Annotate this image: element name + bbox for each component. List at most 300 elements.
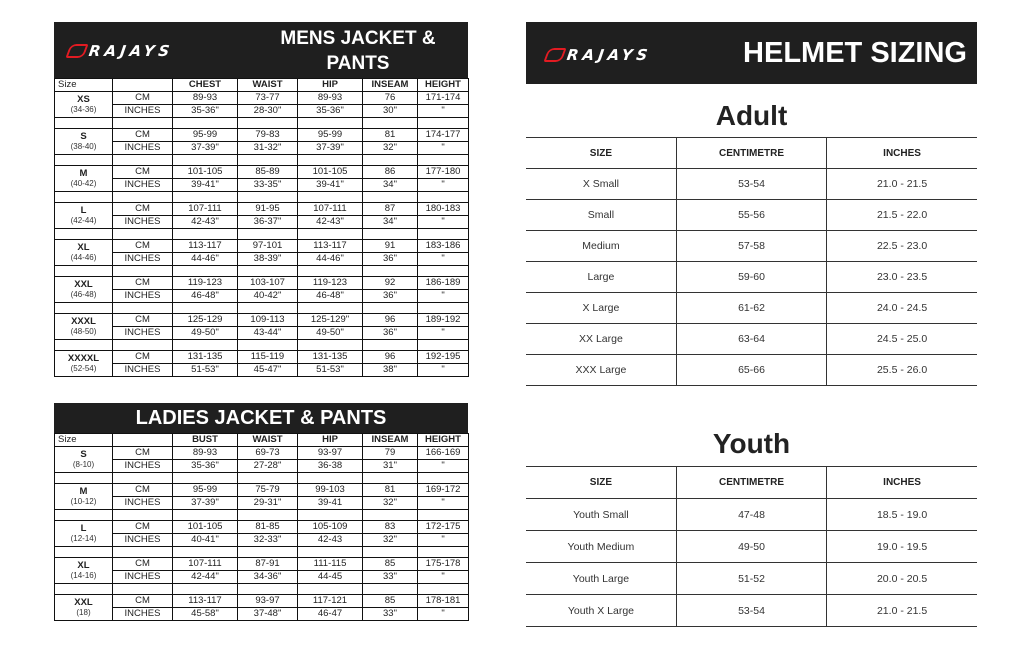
inch-value: 42-43"	[298, 216, 363, 229]
unit-label: INCHES	[113, 534, 173, 547]
inch-value: 32"	[363, 142, 418, 155]
unit-label: CM	[113, 203, 173, 216]
inch-value: 27-28"	[238, 460, 298, 473]
unit-label: INCHES	[113, 571, 173, 584]
cm-value: 103-107	[238, 277, 298, 290]
mens-title-line1: MENS JACKET &	[280, 28, 436, 49]
cm-value: 177-180	[418, 166, 469, 179]
cm-value: 125-129	[173, 314, 238, 327]
helmet-header-row	[526, 138, 977, 169]
table-row	[55, 290, 469, 303]
size-label	[55, 558, 113, 584]
cm-value: 115-119	[238, 351, 298, 364]
cm-value: 85	[363, 558, 418, 571]
column-header: CENTIMETRE	[676, 138, 826, 169]
inch-value: 29-31"	[238, 497, 298, 510]
inch-value: "	[418, 571, 469, 584]
inch-value: 32-33"	[238, 534, 298, 547]
table-row	[55, 327, 469, 340]
cm-value: 91	[363, 240, 418, 253]
unit-label: CM	[113, 521, 173, 534]
row-spacer	[55, 473, 469, 484]
centimetre-value: 53-54	[676, 595, 826, 627]
helmet-title: HELMET SIZING	[743, 37, 967, 69]
centimetre-value: 57-58	[676, 231, 826, 262]
cm-value: 81	[363, 484, 418, 497]
size-range: (44-46)	[70, 252, 97, 262]
helmet-size: Small	[526, 200, 676, 231]
helmet-size: Large	[526, 262, 676, 293]
cm-value: 174-177	[418, 129, 469, 142]
table-row	[526, 324, 977, 355]
unit-label: INCHES	[113, 497, 173, 510]
size-code: XXXL	[71, 315, 96, 327]
helmet-size: Youth Medium	[526, 531, 676, 563]
cm-value: 178-181	[418, 595, 469, 608]
inch-value: 33"	[363, 608, 418, 621]
cm-value: 73-77	[238, 92, 298, 105]
centimetre-value: 61-62	[676, 293, 826, 324]
size-code: S	[80, 130, 87, 142]
cm-value: 175-178	[418, 558, 469, 571]
inch-value: 42-43	[298, 534, 363, 547]
inches-value: 22.5 - 23.0	[827, 231, 977, 262]
ladies-title: LADIES JACKET & PANTS	[135, 407, 387, 429]
table-row	[526, 563, 977, 595]
inches-value: 24.5 - 25.0	[827, 324, 977, 355]
size-code: XL	[77, 241, 90, 253]
inch-value: 35-36"	[298, 105, 363, 118]
inch-value: 51-53"	[298, 364, 363, 377]
table-row	[55, 129, 469, 142]
size-label	[55, 240, 113, 266]
mens-panel	[54, 22, 468, 377]
cm-value: 107-111	[173, 203, 238, 216]
cm-value: 96	[363, 351, 418, 364]
brand-mark-icon	[543, 48, 566, 62]
size-code: M	[79, 485, 88, 497]
row-spacer	[55, 266, 469, 277]
cm-value: 119-123	[298, 277, 363, 290]
table-row	[55, 92, 469, 105]
unit-label: INCHES	[113, 216, 173, 229]
helmet-size: Medium	[526, 231, 676, 262]
cm-value: 79	[363, 447, 418, 460]
inch-value: 28-30"	[238, 105, 298, 118]
cm-value: 92	[363, 277, 418, 290]
size-range: (52-54)	[70, 363, 97, 373]
adult-helmet-table	[526, 137, 977, 386]
inch-value: 36"	[363, 327, 418, 340]
mens-title-line2: PANTS	[326, 53, 390, 74]
unit-label: INCHES	[113, 253, 173, 266]
cm-value: 180-183	[418, 203, 469, 216]
size-code: L	[80, 522, 87, 534]
inch-value: "	[418, 179, 469, 192]
cm-value: 169-172	[418, 484, 469, 497]
mens-header	[54, 22, 468, 78]
inch-value: 33-35"	[238, 179, 298, 192]
cm-value: 81-85	[238, 521, 298, 534]
size-label	[55, 129, 113, 155]
inches-value: 21.0 - 21.5	[827, 169, 977, 200]
cm-value: 166-169	[418, 447, 469, 460]
cm-value: 113-117	[298, 240, 363, 253]
table-row	[526, 293, 977, 324]
inches-value: 21.0 - 21.5	[827, 595, 977, 627]
cm-value: 113-117	[173, 595, 238, 608]
mens-title	[258, 26, 458, 76]
inch-value: 45-47"	[238, 364, 298, 377]
inches-value: 25.5 - 26.0	[827, 355, 977, 386]
column-header: HIP	[298, 434, 363, 447]
cm-value: 89-93	[173, 92, 238, 105]
size-code: L	[80, 204, 87, 216]
inch-value: 35-36"	[173, 105, 238, 118]
inch-value: 40-41"	[173, 534, 238, 547]
inch-value: 42-43"	[173, 216, 238, 229]
inch-value: 36"	[363, 253, 418, 266]
size-label	[55, 92, 113, 118]
cm-value: 186-189	[418, 277, 469, 290]
inch-value: 34"	[363, 179, 418, 192]
size-range: (12-14)	[70, 533, 97, 543]
helmet-header-row	[526, 467, 977, 499]
cm-value: 119-123	[173, 277, 238, 290]
column-header: HIP	[298, 79, 363, 92]
inches-value: 19.0 - 19.5	[827, 531, 977, 563]
column-header	[113, 79, 173, 92]
inch-value: "	[418, 534, 469, 547]
youth-title: Youth	[712, 428, 791, 459]
helmet-size: Youth Small	[526, 499, 676, 531]
size-range: (48-50)	[70, 326, 97, 336]
unit-label: INCHES	[113, 460, 173, 473]
rajays-logo-helmet	[546, 46, 651, 64]
inch-value: 37-39"	[173, 497, 238, 510]
inch-value: 36-37"	[238, 216, 298, 229]
cm-value: 95-99	[173, 129, 238, 142]
inch-value: "	[418, 253, 469, 266]
cm-value: 109-113	[238, 314, 298, 327]
table-row	[526, 262, 977, 293]
table-row	[526, 169, 977, 200]
cm-value: 79-83	[238, 129, 298, 142]
cm-value: 99-103	[298, 484, 363, 497]
table-row	[55, 447, 469, 460]
cm-value: 93-97	[298, 447, 363, 460]
size-code: M	[79, 167, 88, 179]
inch-value: "	[418, 497, 469, 510]
row-spacer	[55, 303, 469, 314]
inch-value: 44-45	[298, 571, 363, 584]
cm-value: 131-135	[173, 351, 238, 364]
inch-value: "	[418, 327, 469, 340]
cm-value: 76	[363, 92, 418, 105]
helmet-header	[526, 22, 977, 84]
cm-value: 96	[363, 314, 418, 327]
unit-label: CM	[113, 314, 173, 327]
size-code: XL	[77, 559, 90, 571]
brand-mark-icon	[65, 44, 88, 58]
cm-value: 117-121	[298, 595, 363, 608]
unit-label: CM	[113, 240, 173, 253]
size-range: (34-36)	[70, 104, 97, 114]
unit-label: INCHES	[113, 105, 173, 118]
centimetre-value: 51-52	[676, 563, 826, 595]
cm-value: 95-99	[298, 129, 363, 142]
inch-value: 36-38	[298, 460, 363, 473]
inch-value: "	[418, 105, 469, 118]
size-label	[55, 447, 113, 473]
inch-value: "	[418, 216, 469, 229]
inch-value: 31-32"	[238, 142, 298, 155]
row-spacer	[55, 229, 469, 240]
helmet-size: Youth X Large	[526, 595, 676, 627]
cm-value: 85-89	[238, 166, 298, 179]
unit-label: INCHES	[113, 327, 173, 340]
cm-value: 97-101	[238, 240, 298, 253]
inch-value: 35-36"	[173, 460, 238, 473]
size-label	[55, 351, 113, 377]
inches-value: 24.0 - 24.5	[827, 293, 977, 324]
inch-value: 31"	[363, 460, 418, 473]
inch-value: 46-48"	[298, 290, 363, 303]
cm-value: 75-79	[238, 484, 298, 497]
inch-value: "	[418, 608, 469, 621]
inch-value: 39-41"	[298, 179, 363, 192]
inch-value: "	[418, 290, 469, 303]
inch-value: 51-53"	[173, 364, 238, 377]
helmet-size: Youth Large	[526, 563, 676, 595]
unit-label: INCHES	[113, 179, 173, 192]
cm-value: 107-111	[298, 203, 363, 216]
size-label	[55, 595, 113, 621]
table-row	[526, 200, 977, 231]
cm-value: 89-93	[298, 92, 363, 105]
size-label	[55, 314, 113, 340]
unit-label: INCHES	[113, 142, 173, 155]
inch-value: 37-39"	[298, 142, 363, 155]
unit-label: INCHES	[113, 364, 173, 377]
inch-value: 37-39"	[173, 142, 238, 155]
size-range: (8-10)	[72, 459, 95, 469]
table-row	[55, 558, 469, 571]
row-spacer	[55, 118, 469, 129]
table-row	[55, 460, 469, 473]
inch-value: "	[418, 460, 469, 473]
inch-value: 43-44"	[238, 327, 298, 340]
inch-value: 45-58"	[173, 608, 238, 621]
cm-value: 192-195	[418, 351, 469, 364]
cm-value: 101-105	[298, 166, 363, 179]
helmet-size: XXX Large	[526, 355, 676, 386]
unit-label: CM	[113, 351, 173, 364]
ladies-header-row	[55, 434, 469, 447]
table-row	[526, 595, 977, 627]
unit-label: CM	[113, 595, 173, 608]
cm-value: 69-73	[238, 447, 298, 460]
size-range: (46-48)	[70, 289, 97, 299]
inch-value: 42-44"	[173, 571, 238, 584]
inch-value: 46-47	[298, 608, 363, 621]
column-header: HEIGHT	[418, 434, 469, 447]
cm-value: 125-129"	[298, 314, 363, 327]
table-row	[55, 166, 469, 179]
cm-value: 83	[363, 521, 418, 534]
cm-value: 101-105	[173, 521, 238, 534]
size-label	[55, 521, 113, 547]
table-row	[55, 277, 469, 290]
size-label	[55, 203, 113, 229]
size-range: (18)	[76, 607, 91, 617]
column-header: Size	[55, 79, 113, 92]
table-row	[55, 216, 469, 229]
centimetre-value: 47-48	[676, 499, 826, 531]
cm-value: 183-186	[418, 240, 469, 253]
table-row	[55, 142, 469, 155]
size-range: (38-40)	[70, 141, 97, 151]
size-label	[55, 484, 113, 510]
column-header: SIZE	[526, 467, 676, 499]
table-row	[55, 608, 469, 621]
adult-title: Adult	[715, 100, 788, 131]
inch-value: 49-50"	[173, 327, 238, 340]
column-header: BUST	[173, 434, 238, 447]
table-row	[526, 355, 977, 386]
inch-value: 33"	[363, 571, 418, 584]
inch-value: 46-48"	[173, 290, 238, 303]
inch-value: 30"	[363, 105, 418, 118]
inch-value: 32"	[363, 497, 418, 510]
column-header: INCHES	[827, 138, 977, 169]
table-row	[55, 484, 469, 497]
cm-value: 86	[363, 166, 418, 179]
size-code: XXL	[74, 596, 93, 608]
brand-name: RAJAYS	[565, 46, 653, 64]
inch-value: 38-39"	[238, 253, 298, 266]
table-row	[55, 240, 469, 253]
inch-value: 36"	[363, 290, 418, 303]
inch-value: 39-41	[298, 497, 363, 510]
size-code: S	[80, 448, 87, 460]
row-spacer	[55, 584, 469, 595]
row-spacer	[55, 340, 469, 351]
column-header: INSEAM	[363, 79, 418, 92]
youth-helmet-table	[526, 466, 977, 627]
table-row	[55, 351, 469, 364]
helmet-panel	[526, 22, 977, 84]
column-header: WAIST	[238, 79, 298, 92]
table-row	[55, 253, 469, 266]
cm-value: 95-99	[173, 484, 238, 497]
table-row	[55, 534, 469, 547]
cm-value: 113-117	[173, 240, 238, 253]
size-range: (10-12)	[70, 496, 97, 506]
cm-value: 111-115	[298, 558, 363, 571]
inch-value: 40-42"	[238, 290, 298, 303]
inch-value: 49-50"	[298, 327, 363, 340]
mens-header-row	[55, 79, 469, 92]
column-header: CHEST	[173, 79, 238, 92]
table-row	[526, 231, 977, 262]
helmet-size: XX Large	[526, 324, 676, 355]
cm-value: 81	[363, 129, 418, 142]
rajays-logo	[68, 42, 173, 60]
inches-value: 23.0 - 23.5	[827, 262, 977, 293]
column-header: CENTIMETRE	[676, 467, 826, 499]
centimetre-value: 53-54	[676, 169, 826, 200]
cm-value: 172-175	[418, 521, 469, 534]
cm-value: 171-174	[418, 92, 469, 105]
column-header: INCHES	[827, 467, 977, 499]
inches-value: 18.5 - 19.0	[827, 499, 977, 531]
unit-label: CM	[113, 129, 173, 142]
centimetre-value: 63-64	[676, 324, 826, 355]
row-spacer	[55, 510, 469, 521]
cm-value: 107-111	[173, 558, 238, 571]
cm-value: 91-95	[238, 203, 298, 216]
cm-value: 89-93	[173, 447, 238, 460]
centimetre-value: 65-66	[676, 355, 826, 386]
inch-value: 34"	[363, 216, 418, 229]
helmet-size: X Large	[526, 293, 676, 324]
size-code: XXXXL	[67, 352, 100, 364]
ladies-header	[54, 403, 468, 433]
table-row	[526, 499, 977, 531]
inch-value: 44-46"	[298, 253, 363, 266]
cm-value: 105-109	[298, 521, 363, 534]
size-code: XS	[77, 93, 90, 105]
helmet-size: X Small	[526, 169, 676, 200]
centimetre-value: 49-50	[676, 531, 826, 563]
table-row	[55, 364, 469, 377]
inch-value: "	[418, 142, 469, 155]
unit-label: CM	[113, 447, 173, 460]
table-row	[55, 105, 469, 118]
unit-label: INCHES	[113, 290, 173, 303]
column-header: WAIST	[238, 434, 298, 447]
inch-value: 39-41"	[173, 179, 238, 192]
ladies-size-table	[54, 433, 469, 621]
size-range: (40-42)	[70, 178, 97, 188]
inch-value: 34-36"	[238, 571, 298, 584]
cm-value: 85	[363, 595, 418, 608]
brand-name: RAJAYS	[87, 42, 175, 60]
unit-label: CM	[113, 558, 173, 571]
cm-value: 101-105	[173, 166, 238, 179]
inch-value: 37-48"	[238, 608, 298, 621]
inches-value: 21.5 - 22.0	[827, 200, 977, 231]
column-header: SIZE	[526, 138, 676, 169]
row-spacer	[55, 155, 469, 166]
inch-value: 38"	[363, 364, 418, 377]
unit-label: CM	[113, 277, 173, 290]
table-row	[55, 179, 469, 192]
size-label	[55, 277, 113, 303]
ladies-panel	[54, 403, 468, 621]
column-header	[113, 434, 173, 447]
table-row	[55, 203, 469, 216]
table-row	[55, 521, 469, 534]
size-code: XXL	[74, 278, 93, 290]
size-range: (14-16)	[70, 570, 97, 580]
column-header: INSEAM	[363, 434, 418, 447]
unit-label: CM	[113, 92, 173, 105]
table-row	[55, 497, 469, 510]
table-row	[55, 571, 469, 584]
inch-value: 32"	[363, 534, 418, 547]
